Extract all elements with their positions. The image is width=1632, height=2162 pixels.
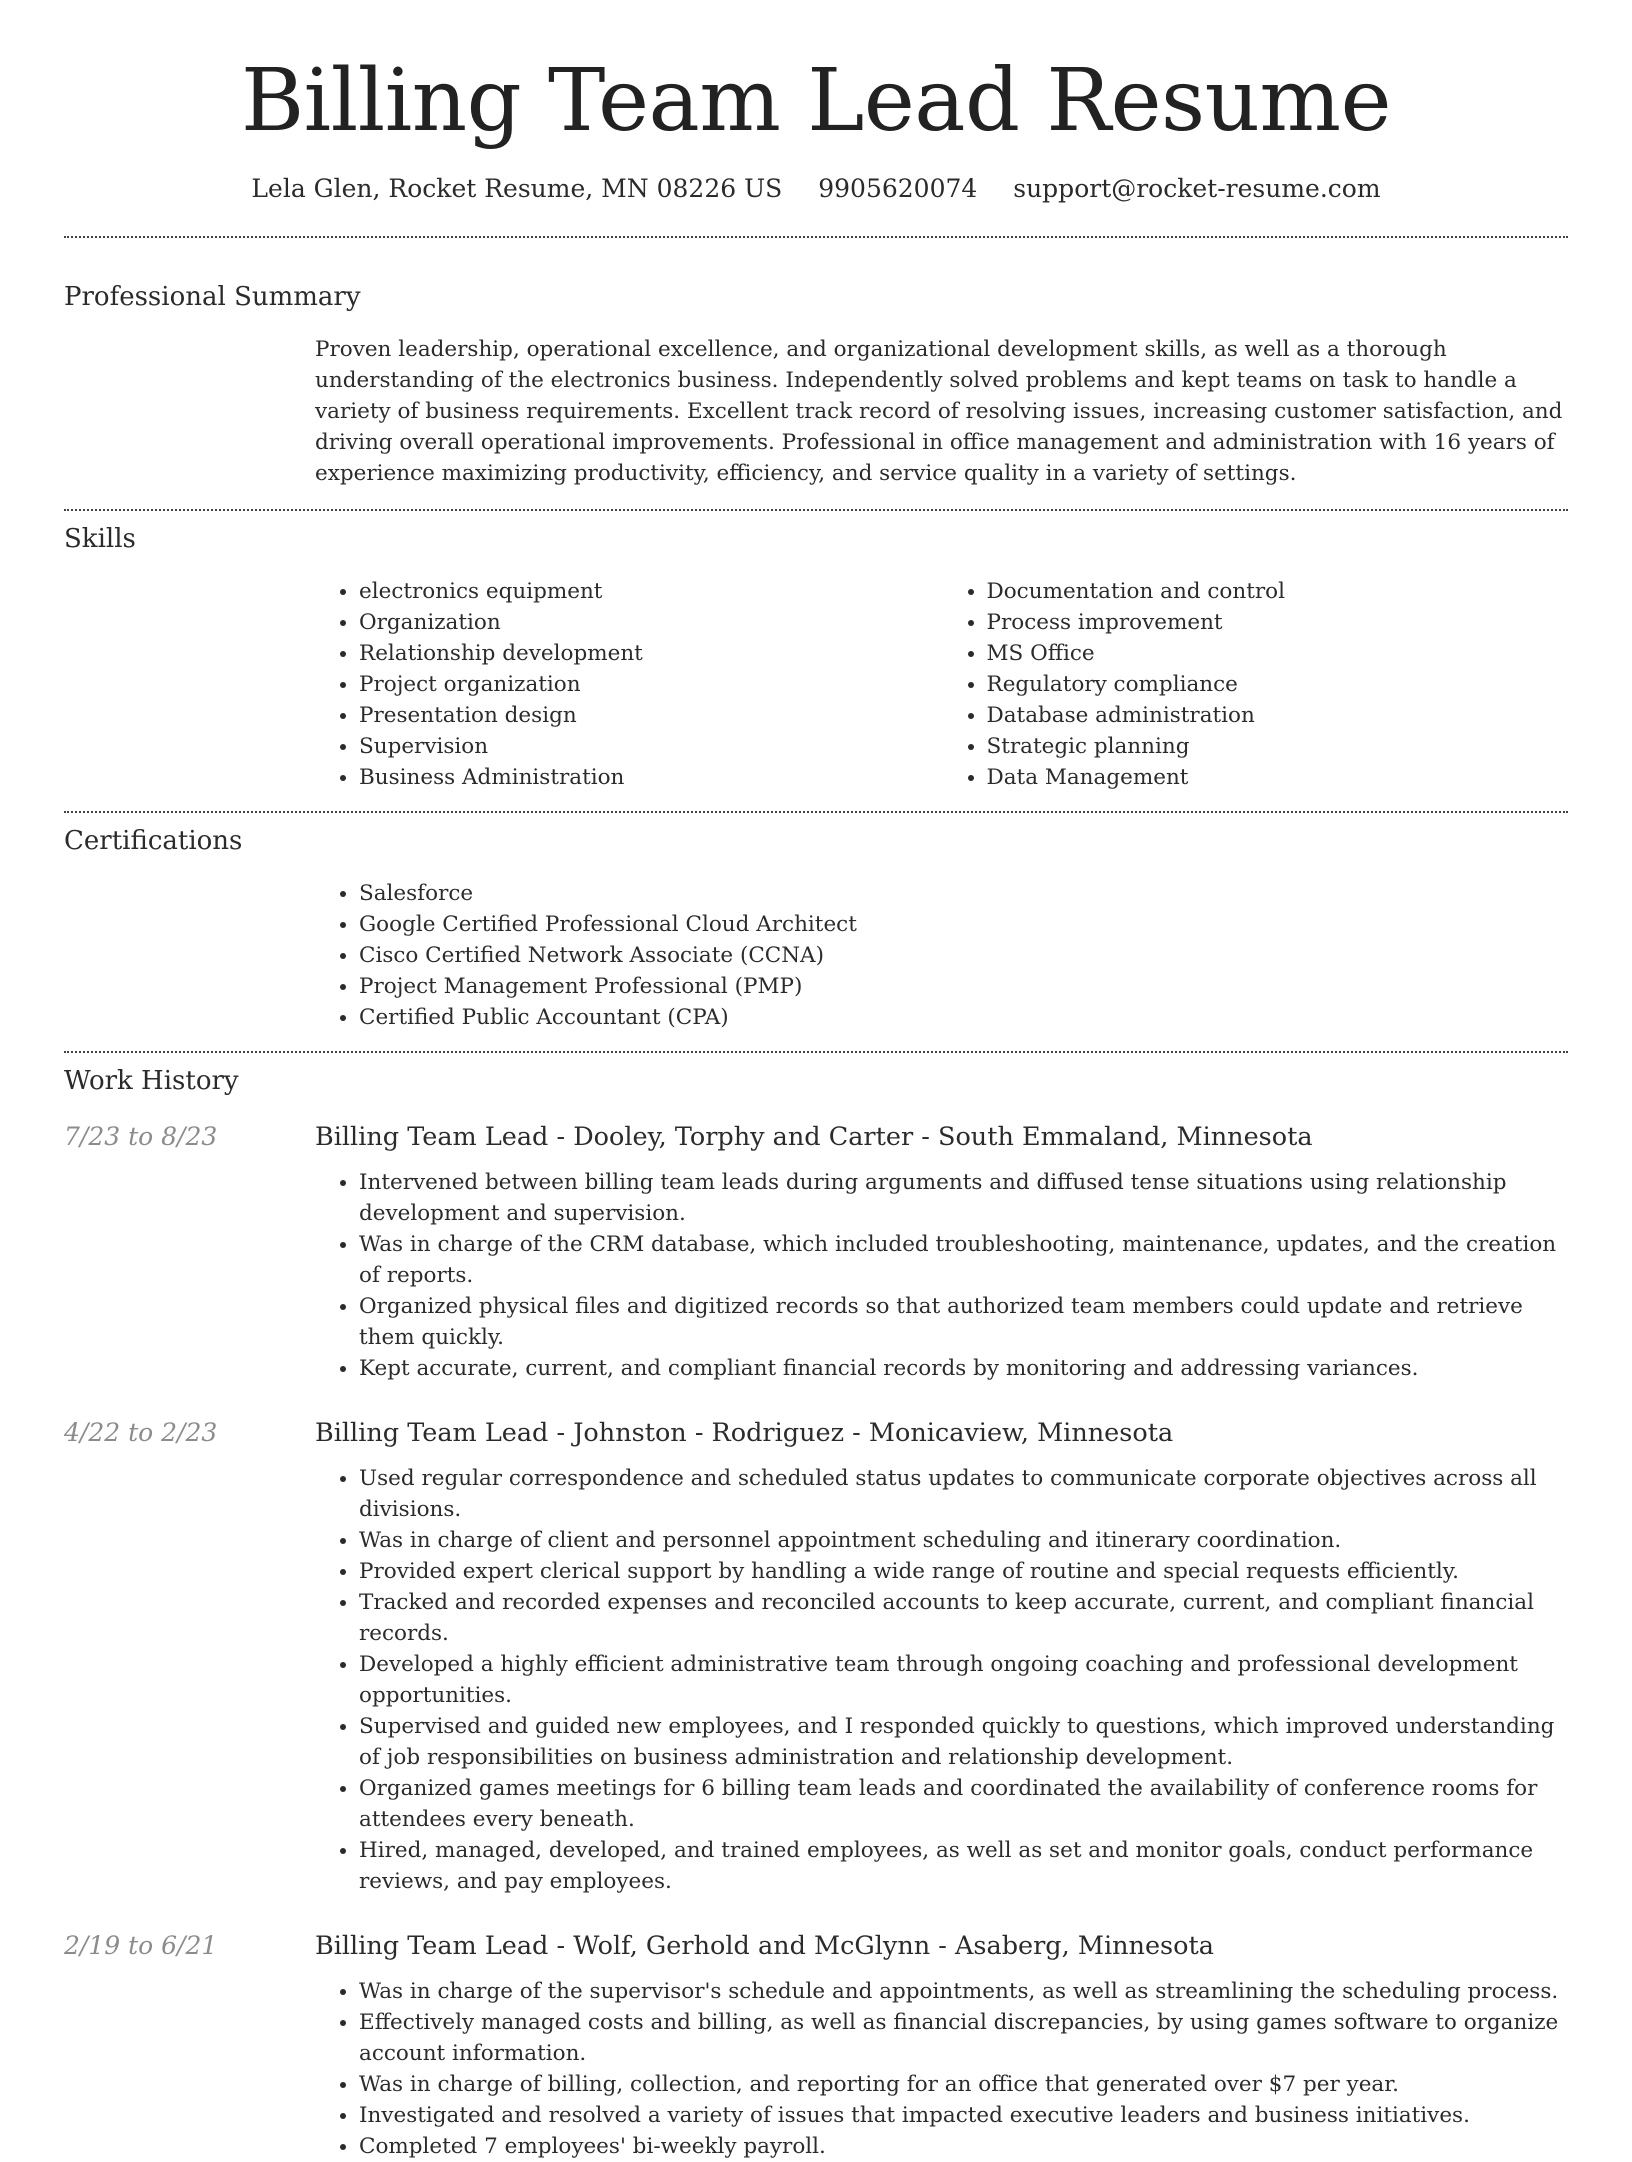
section-divider <box>64 236 1568 238</box>
skill-item: • Process improvement <box>987 607 1571 638</box>
job-bullet: • Tracked and recorded expenses and reconciled accounts to keep accurate, current, and compliant financial records. <box>359 1587 1569 1649</box>
certification-item: • Certified Public Accountant (CPA) <box>359 1002 1570 1033</box>
skill-item: • Relationship development <box>359 638 943 669</box>
job-bullet: • Was in charge of the CRM database, which included troubleshooting, maintenance, updates, and the creation of reports. <box>359 1229 1569 1291</box>
job-details <box>315 1929 1569 2162</box>
certifications-heading: Certifications <box>64 826 243 856</box>
job-bullet: • Was in charge of the supervisor's schedule and appointments, as well as streamlining the scheduling process. <box>359 1976 1569 2007</box>
job-bullet: • Hired, managed, developed, and trained employees, as well as set and monitor goals, conduct performance reviews, and pay employees. <box>359 1835 1569 1897</box>
job-bullet: • Was in charge of client and personnel appointment scheduling and itinerary coordination. <box>359 1525 1569 1556</box>
skill-item: • Data Management <box>987 762 1571 793</box>
certifications-list <box>315 878 1570 1033</box>
skill-item: • Documentation and control <box>987 576 1571 607</box>
skill-item: • Supervision <box>359 731 943 762</box>
skills-heading: Skills <box>64 524 136 554</box>
job-dates: 2/19 to 6/21 <box>64 1931 218 1960</box>
skill-item: • Regulatory compliance <box>987 669 1571 700</box>
skill-item: • Presentation design <box>359 700 943 731</box>
certification-item: • Project Management Professional (PMP) <box>359 971 1570 1002</box>
job-bullet: • Was in charge of billing, collection, and reporting for an office that generated over $7 per year. <box>359 2069 1569 2100</box>
certification-item: • Salesforce <box>359 878 1570 909</box>
contact-phone: 9905620074 <box>818 174 978 203</box>
skill-item: • Organization <box>359 607 943 638</box>
resume-title: Billing Team Lead Resume <box>240 51 1391 151</box>
job-bullet: • Intervened between billing team leads during arguments and diffused tense situations using relationship development and supervision. <box>359 1167 1569 1229</box>
skill-item: • Project organization <box>359 669 943 700</box>
skill-item: • MS Office <box>987 638 1571 669</box>
contact-line <box>0 172 1632 206</box>
certification-item: • Cisco Certified Network Associate (CCNA) <box>359 940 1570 971</box>
work-history-heading: Work History <box>64 1066 239 1096</box>
skills-columns <box>315 576 1570 793</box>
job-bullet: • Provided expert clerical support by handling a wide range of routine and special requests efficiently. <box>359 1556 1569 1587</box>
summary-heading: Professional Summary <box>64 282 361 312</box>
section-divider <box>64 1051 1568 1053</box>
job-details <box>315 1416 1569 1897</box>
job-entry <box>0 1120 1632 1384</box>
job-entry <box>0 1929 1632 2162</box>
contact-address: Lela Glen, Rocket Resume, MN 08226 US <box>251 174 783 203</box>
job-bullets <box>315 1167 1569 1384</box>
skill-item: • Strategic planning <box>987 731 1571 762</box>
job-dates: 4/22 to 2/23 <box>64 1418 218 1447</box>
job-title: Billing Team Lead - Dooley, Torphy and Carter - South Emmaland, Minnesota <box>315 1122 1313 1152</box>
skills-list-right <box>943 576 1571 793</box>
job-bullet: • Effectively managed costs and billing, as well as financial discrepancies, by using games software to organize account information. <box>359 2007 1569 2069</box>
job-bullets <box>315 1463 1569 1897</box>
skill-item: • Database administration <box>987 700 1571 731</box>
skill-item: • electronics equipment <box>359 576 943 607</box>
job-bullets <box>315 1976 1569 2162</box>
job-bullet: • Kept accurate, current, and compliant financial records by monitoring and addressing variances. <box>359 1353 1569 1384</box>
skill-item: • Business Administration <box>359 762 943 793</box>
job-bullet: • Organized games meetings for 6 billing team leads and coordinated the availability of conference rooms for attendees every beneath. <box>359 1773 1569 1835</box>
job-entry <box>0 1416 1632 1897</box>
job-bullet: • Supervised and guided new employees, and I responded quickly to questions, which improved understanding of job responsibilities on business administration and relationship development. <box>359 1711 1569 1773</box>
job-bullet: • Used regular correspondence and scheduled status updates to communicate corporate objectives across all divisions. <box>359 1463 1569 1525</box>
job-title: Billing Team Lead - Johnston - Rodriguez - Monicaview, Minnesota <box>315 1418 1174 1448</box>
summary-text: Proven leadership, operational excellence, and organizational development skills, as well as a thorough understanding of the electronics business. Independently solved problems and kept teams on task to handle a variety of business requirements. Excellent track record of resolving issues, increasing customer satisfaction, and driving overall operational improvements. Professional in office management and administration with 16 years of experience maximizing productivity, efficiency, and service quality in a variety of settings. <box>315 337 1563 486</box>
job-dates: 7/23 to 8/23 <box>64 1122 218 1151</box>
job-bullet: • Investigated and resolved a variety of issues that impacted executive leaders and business initiatives. <box>359 2100 1569 2131</box>
job-bullet: • Completed 7 employees' bi-weekly payroll. <box>359 2131 1569 2162</box>
job-bullet: • Developed a highly efficient administrative team through ongoing coaching and professional development opportunities. <box>359 1649 1569 1711</box>
certification-item: • Google Certified Professional Cloud Architect <box>359 909 1570 940</box>
job-bullet: • Organized physical files and digitized records so that authorized team members could update and retrieve them quickly. <box>359 1291 1569 1353</box>
job-details <box>315 1120 1569 1384</box>
certifications-block <box>315 878 1570 1033</box>
contact-email: support@rocket-resume.com <box>1013 174 1381 203</box>
section-divider <box>64 811 1568 813</box>
job-title: Billing Team Lead - Wolf, Gerhold and McGlynn - Asaberg, Minnesota <box>315 1931 1214 1961</box>
section-divider <box>64 509 1568 511</box>
skills-list-left <box>315 576 943 793</box>
